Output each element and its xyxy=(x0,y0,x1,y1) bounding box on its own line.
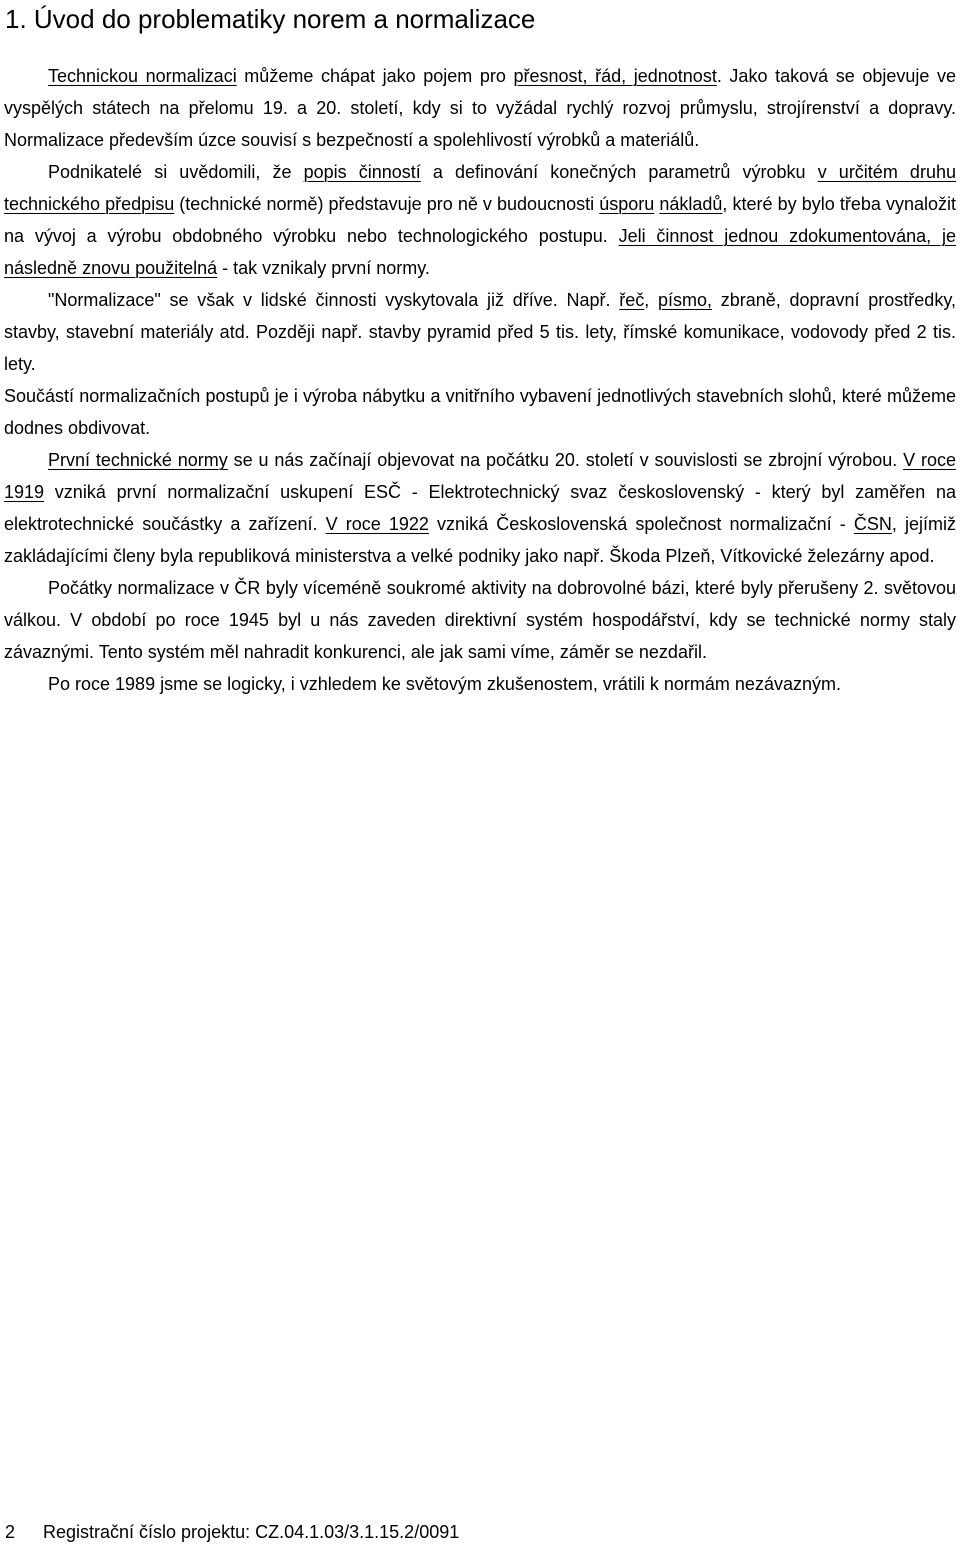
term-writing: písmo, xyxy=(657,290,713,310)
term-activity-description: popis činností xyxy=(303,162,421,182)
term-year-1922: V roce 1922 xyxy=(325,514,429,534)
text-segment: , které by bylo třeba vynaložit na vývoj a výrobu obdobného výrobku nebo technologického postupu. xyxy=(4,194,956,246)
text-segment: Podnikatelé si uvědomili, že xyxy=(48,162,304,182)
term-costs: nákladů xyxy=(659,194,723,214)
project-registration-number: Registrační číslo projektu: CZ.04.1.03/3.1.15.2/0091 xyxy=(43,1522,460,1542)
paragraph-furniture xyxy=(4,380,956,444)
paragraph-intro xyxy=(4,60,956,156)
term-csn: ČSN xyxy=(853,514,892,534)
text-segment: Počátky normalizace v ČR byly víceméně soukromé aktivity na dobrovolné bázi, které byly přerušeny 2. světovou válkou. V období po roce 1945 byl u nás zaveden direktivní systém hospodářství, kdy se technické normy staly závaznými. Tento systém měl nahradit konkurenci, ale jak sami víme, záměr se nezdařil. xyxy=(4,578,956,662)
text-segment: můžeme chápat jako pojem pro xyxy=(236,66,514,86)
page-footer xyxy=(5,1520,459,1544)
text-segment: vzniká první normalizační uskupení ESČ - Elektrotechnický svaz československý - který byl zaměřen na elektrotechnické součástky a zařízení. xyxy=(4,482,956,534)
text-segment: Součástí normalizačních postupů je i výroba nábytku a vnitřního vybavení jednotlivých stavebních slohů, které můžeme dodnes obdivovat. xyxy=(4,386,956,438)
term-speech: řeč xyxy=(619,290,645,310)
paragraph-entrepreneurs xyxy=(4,156,956,284)
text-segment: (technické normě) představuje pro ně v budoucnosti xyxy=(174,194,600,214)
text-segment: , jejímiž zakládajícími členy byla republiková ministerstva a velké podniky jako např. Škoda Plzeň, Vítkovické železárny apod. xyxy=(4,514,956,566)
text-segment: "Normalizace" se však v lidské činnosti vyskytovala již dříve. Např. xyxy=(48,290,620,310)
term-precision-order-uniformity: přesnost, řád, jednotnost xyxy=(513,66,717,86)
paragraph-history xyxy=(4,284,956,380)
text-segment: zbraně, dopravní prostředky, stavby, stavební materiály atd. Později např. stavby pyramid před 5 tis. lety, římské komunikace, vodovody před 2 tis. lety. xyxy=(4,290,956,374)
term-first-technical-norms: První technické normy xyxy=(48,450,228,470)
page-number: 2 xyxy=(5,1522,16,1542)
paragraph-after-1989 xyxy=(4,668,956,700)
term-savings: úsporu xyxy=(599,194,655,214)
page-title: 1. Úvod do problematiky norem a normalizace xyxy=(5,4,536,34)
term-year-1919: V roce 1919 xyxy=(4,450,956,502)
text-segment: a definování konečných parametrů výrobku xyxy=(420,162,818,182)
term-documented-activity: Jeli činnost jednou zdokumentována, je následně znovu použitelná xyxy=(4,226,956,278)
paragraph-beginnings-cr xyxy=(4,572,956,668)
text-segment: vzniká Československá společnost normalizační - xyxy=(428,514,854,534)
paragraph-first-norms xyxy=(4,444,956,572)
document-body xyxy=(4,60,956,700)
term-technical-regulation: v určitém druhu technického předpisu xyxy=(4,162,956,214)
text-segment: se u nás začínají objevovat na počátku 20. století v souvislosti se zbrojní výrobou. xyxy=(227,450,904,470)
term-technical-normalization: Technickou normalizaci xyxy=(48,66,237,86)
text-segment: . Jako taková se objevuje ve vyspělých státech na přelomu 19. a 20. století, kdy si to vyžádal rychlý rozvoj průmyslu, strojírenství a dopravy. Normalizace především úzce souvisí s bezpečností a spolehlivostí výrobků a materiálů. xyxy=(4,66,956,150)
text-segment: , xyxy=(644,290,658,310)
text-segment: Po roce 1989 jsme se logicky, i vzhledem ke světovým zkušenostem, vrátili k normám nezávazným. xyxy=(48,674,841,694)
text-segment: - tak vznikaly první normy. xyxy=(217,258,430,278)
